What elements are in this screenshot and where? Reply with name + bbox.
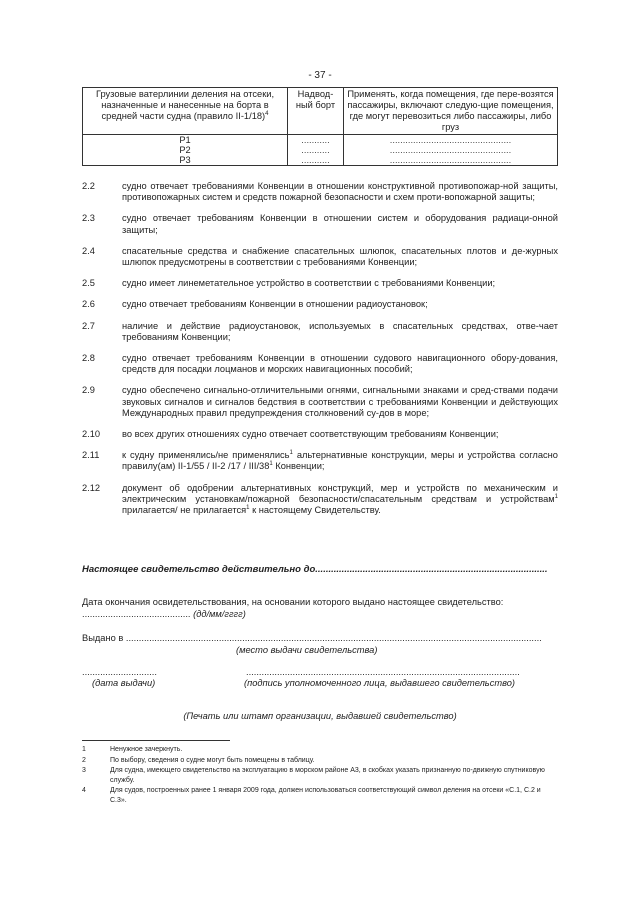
signature-blank: .......................................................................................................... xyxy=(246,667,520,677)
freeboard-blank: ........... xyxy=(301,135,330,145)
certificate-items xyxy=(82,181,558,526)
item-number: 2.11 xyxy=(82,450,100,461)
list-item xyxy=(82,429,558,440)
issue-date-caption: (дата выдачи) xyxy=(92,678,156,688)
item-text xyxy=(122,450,558,472)
item-text: судно обеспечено сигнально-отличительными огнями, сигнальными знаками и сред-ствами подачи звуковых сигналов и сигналов бедствия в соответствии с требованиями Конвенции и действующих Международных правил предупреждения столкновений су-дов в море; xyxy=(122,385,558,418)
survey-completion xyxy=(82,596,558,620)
survey-date-blank: .......................................... xyxy=(82,609,191,619)
row-label: P1 xyxy=(179,135,191,145)
footnote-number: 2 xyxy=(82,756,86,764)
item-text-part: документ об одобрении альтернативных конструкций, мер и устройств по механическим и электрическим установкам/пожарной безопасности/спасательным средствам и устройствам xyxy=(122,482,558,504)
footnotes xyxy=(82,745,558,806)
issued-at-line xyxy=(82,633,558,643)
item-text-part: прилагается/ не прилагается xyxy=(122,505,247,516)
footnote-divider xyxy=(82,740,230,741)
survey-date-line xyxy=(82,608,558,620)
row-label: P3 xyxy=(179,155,191,165)
footnote xyxy=(82,756,558,766)
list-item xyxy=(82,246,558,268)
footnote-ref: 4 xyxy=(265,110,269,117)
table-header-row xyxy=(83,88,558,135)
table-header-load-lines xyxy=(83,88,288,135)
header-load-lines-text: Грузовые ватерлинии деления на отсеки, назначенные и нанесенные на борта в средней части судна (правило II-1/18) xyxy=(95,89,275,121)
item-text-part: Конвенции; xyxy=(272,461,325,472)
item-number: 2.8 xyxy=(82,353,95,364)
footnote-ref: 1 xyxy=(246,504,250,511)
survey-date-hint: (дд/мм/гггг) xyxy=(193,609,246,619)
item-text: судно отвечает требованиям Конвенции в отношении радиоустановок; xyxy=(122,299,428,310)
survey-label: Дата окончания освидетельствования, на основании которого выдано настоящее свидетельство: xyxy=(82,597,504,607)
footnote-number: 4 xyxy=(82,787,86,794)
item-text: судно отвечает требованиями Конвенции в отношении конструктивной противопожар-ной защиты, противопожарных систем и средств пожарной безопасности и схем проти-вопожарной защиты; xyxy=(122,181,558,203)
footnote-text: Ненужное зачеркнуть. xyxy=(110,746,183,753)
condition-blank: ............................................... xyxy=(389,145,512,155)
item-text: спасательные средства и снабжение спасательных шлюпок, спасательных плотов и де-журных шлюпок предусмотрены в соответствии с требованиями Конвенции; xyxy=(122,245,558,268)
footnote-ref: 1 xyxy=(269,461,273,468)
item-number: 2.2 xyxy=(82,181,95,191)
item-text xyxy=(122,483,558,517)
issued-place-caption: (место выдачи свидетельства) xyxy=(236,645,378,655)
item-text: судно имеет линеметательное устройство в соответствии с требованиями Конвенции; xyxy=(122,278,496,289)
footnote xyxy=(82,745,558,755)
row-label: P2 xyxy=(179,145,191,155)
item-text: судно отвечает требованиям Конвенции в отношении систем и оборудования радиаци-онной защиты; xyxy=(122,213,558,235)
issued-label: Выдано в xyxy=(82,633,126,643)
table-header-conditions: Применять, когда помещения, где пере-возятся пассажиры, включают следую-щие помещения, где могут перевозиться либо пассажиры, либо груз xyxy=(344,88,558,135)
item-number: 2.5 xyxy=(82,278,95,289)
footnote xyxy=(82,766,558,785)
condition-blank: ............................................... xyxy=(389,135,512,145)
footnote-number: 1 xyxy=(82,746,86,753)
list-item xyxy=(82,385,558,419)
table-cell-freeboards xyxy=(288,135,344,166)
signature-caption: (подпись уполномоченного лица, выдавшего свидетельство) xyxy=(244,678,516,688)
list-item xyxy=(82,353,558,375)
table-cell-labels xyxy=(83,135,288,166)
footnote-ref: 1 xyxy=(289,450,293,457)
condition-blank: ............................................... xyxy=(389,155,512,165)
item-number: 2.7 xyxy=(82,320,95,331)
item-text: во всех других отношениях судно отвечает соответствующим требованиям Конвенции; xyxy=(122,429,499,440)
footnote-ref: 1 xyxy=(554,493,558,500)
list-item xyxy=(82,213,558,235)
footnote-text: По выбору, сведения о судне могут быть помещены в таблицу. xyxy=(110,756,315,764)
item-number: 2.3 xyxy=(82,213,95,224)
footnote xyxy=(82,786,558,805)
footnote-text: Для судна, имеющего свидетельство на эксплуатацию в морском районе A3, в скобках указать признанную по-движную спутниковую службу. xyxy=(110,767,545,784)
freeboard-blank: ........... xyxy=(301,145,330,155)
freeboard-blank: ........... xyxy=(301,155,330,165)
list-item xyxy=(82,278,558,289)
page-number: - 37 - xyxy=(308,70,332,81)
item-text: наличие и действие радиоустановок, используемых в спасательных средствах, отве-чает требованиям Конвенции; xyxy=(122,320,558,342)
item-number: 2.12 xyxy=(82,482,101,493)
item-text-part: к настоящему Свидетельству. xyxy=(249,505,381,516)
list-item xyxy=(82,181,558,203)
list-item xyxy=(82,321,558,343)
item-number: 2.4 xyxy=(82,245,95,256)
item-text: судно отвечает требованиям Конвенции в отношении судового навигационного обору-дования, средств для посадки лоцманов и морских навигационных пособий; xyxy=(122,353,558,375)
footnote-number: 3 xyxy=(82,767,86,774)
validity-line: Настоящее свидетельство действительно до........................................................................................ xyxy=(82,564,548,575)
seal-caption: (Печать или штамп организации, выдавшей свидетельство) xyxy=(183,711,457,721)
table-cell-conditions xyxy=(344,135,558,166)
issued-place-blank: ................................................................................................................................................................. xyxy=(125,633,542,643)
list-item xyxy=(82,450,558,472)
footnote-text: Для судов, построенных ранее 1 января 2009 года, должен использоваться соответствующий символ деления на отсеки «С.1, С.2 и С.3». xyxy=(110,787,541,804)
item-text-part: к судну применялись/не применялись xyxy=(122,450,290,461)
item-text-part: альтернативные конструкции, меры и устройства согласно правилу(ам) II-1/55 / II-2 /17 / III/38 xyxy=(122,450,558,472)
list-item xyxy=(82,299,558,310)
list-item xyxy=(82,483,558,517)
subdivision-load-lines-table xyxy=(82,87,558,166)
table-header-freeboard: Надвод-ный борт xyxy=(288,88,344,135)
table-row xyxy=(83,135,558,166)
item-number: 2.6 xyxy=(82,299,95,310)
item-number: 2.10 xyxy=(82,429,101,440)
item-number: 2.9 xyxy=(82,385,95,396)
issue-date-blank: ............................. xyxy=(82,667,157,677)
